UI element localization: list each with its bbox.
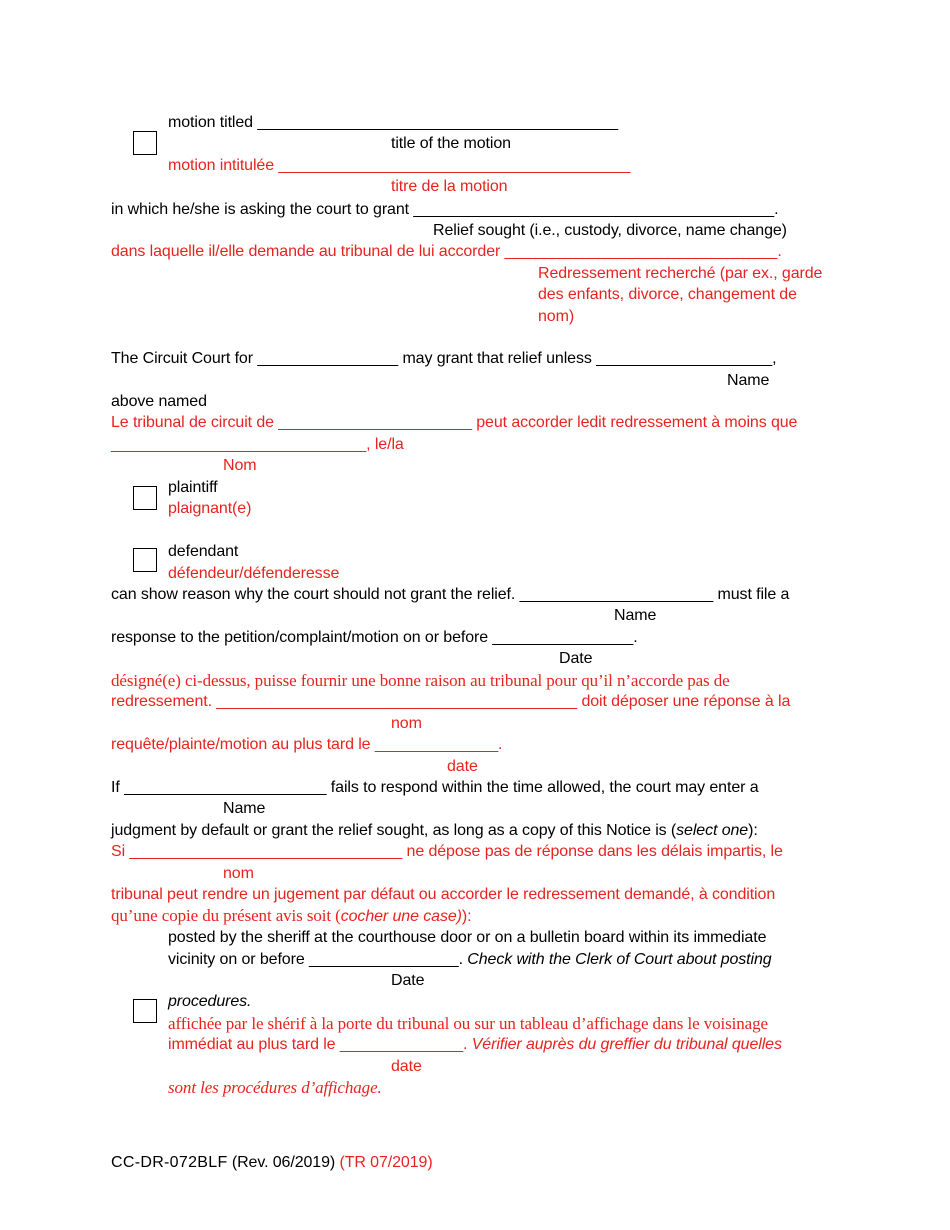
posting-line-en-2 bbox=[168, 950, 772, 970]
motion-title-blank[interactable]: _________________________________________ bbox=[257, 114, 619, 131]
circuit-line-fr bbox=[111, 413, 797, 433]
relief-caption-fr-1: Redressement recherché (par ex., garde bbox=[538, 265, 823, 282]
posting-procedures-fr: sont les procédures d’affichage. bbox=[168, 1078, 382, 1097]
reason-name-caption: Name bbox=[614, 607, 657, 624]
relief-line-en bbox=[111, 200, 778, 220]
relief-caption-en: Relief sought (i.e., custody, divorce, name change) bbox=[433, 222, 787, 239]
form-id: CC-DR-072BLF bbox=[111, 1154, 228, 1171]
motion-line-en bbox=[168, 113, 618, 133]
relief-blank[interactable]: _________________________________________. bbox=[413, 201, 779, 218]
failure-name-caption: Name bbox=[223, 800, 266, 817]
failure-name-blank[interactable]: _______________________ bbox=[124, 779, 327, 796]
failure-name-blank-fr[interactable]: _______________________________ bbox=[129, 843, 403, 860]
circuit-name-caption: Name bbox=[727, 372, 770, 389]
posting-label: vicinity on or before bbox=[168, 951, 305, 968]
response-label: response to the petition/complaint/motion on or before bbox=[111, 629, 489, 646]
motion-title-blank-fr[interactable]: ________________________________________ bbox=[278, 157, 631, 174]
form-translation-date: (TR 07/2019) bbox=[339, 1154, 433, 1171]
relief-blank-fr[interactable]: _______________________________. bbox=[504, 243, 782, 260]
circuit-label-fr: Le tribunal de circuit de bbox=[111, 414, 274, 431]
plaintiff-label-fr: plaignant(e) bbox=[168, 500, 252, 517]
reason-name-blank-fr[interactable]: _________________________________________ bbox=[216, 693, 578, 710]
posting-check-note-fr: Vérifier auprès du greffier du tribunal quelles bbox=[471, 1036, 782, 1053]
motion-caption-en: title of the motion bbox=[391, 135, 511, 152]
response-label-fr: requête/plainte/motion au plus tard le bbox=[111, 736, 371, 753]
reason-label-fr: redressement. bbox=[111, 693, 212, 710]
failure-if: If bbox=[111, 779, 120, 796]
response-date-caption: Date bbox=[559, 650, 593, 667]
judgment-label: judgment by default or grant the relief sought, as long as a copy of this Notice is ( bbox=[111, 822, 677, 839]
posting-date-caption-fr: date bbox=[391, 1058, 422, 1075]
failure-line-en bbox=[111, 778, 759, 798]
circuit-line-en bbox=[111, 349, 776, 369]
relief-caption-fr-2: des enfants, divorce, changement de bbox=[538, 286, 797, 303]
circuit-above-named: above named bbox=[111, 393, 207, 410]
relief-label: in which he/she is asking the court to grant bbox=[111, 201, 409, 218]
failure-label-fr: ne dépose pas de réponse dans les délais impartis, le bbox=[406, 843, 783, 860]
posting-line-en-1: posted by the sheriff at the courthouse door or on a bulletin board within its immediate bbox=[168, 929, 767, 946]
motion-caption-fr: titre de la motion bbox=[391, 178, 508, 195]
plaintiff-checkbox[interactable] bbox=[133, 486, 157, 510]
plaintiff-label: plaintiff bbox=[168, 479, 218, 496]
circuit-county-blank-fr[interactable]: ______________________ bbox=[278, 414, 472, 431]
failure-si: Si bbox=[111, 843, 126, 860]
failure-label: fails to respond within the time allowed, the court may enter a bbox=[330, 779, 759, 796]
circuit-name-blank-fr[interactable]: _____________________________, le/la bbox=[111, 436, 404, 453]
reason-line-fr-1: désigné(e) ci-dessus, puisse fournir une bonne raison au tribunal pour qu’il n’accorde pas de bbox=[111, 671, 730, 690]
reason-label-fr-2: doit déposer une réponse à la bbox=[581, 693, 791, 710]
motion-line-fr bbox=[168, 156, 630, 176]
circuit-label-2: may grant that relief unless bbox=[402, 350, 592, 367]
motion-checkbox[interactable] bbox=[133, 131, 157, 155]
relief-line-fr bbox=[111, 242, 782, 262]
defendant-label: defendant bbox=[168, 543, 239, 560]
circuit-nom-caption: Nom bbox=[223, 457, 257, 474]
reason-nom-caption: nom bbox=[391, 715, 422, 732]
posting-date-blank[interactable]: _________________. bbox=[309, 951, 463, 968]
circuit-name-blank[interactable]: ____________________, bbox=[596, 350, 777, 367]
response-date-blank[interactable]: ________________. bbox=[492, 629, 638, 646]
response-line-en bbox=[111, 628, 638, 648]
circuit-label-fr-2: peut accorder ledit redressement à moins que bbox=[476, 414, 798, 431]
relief-caption-fr-3: nom) bbox=[538, 308, 575, 325]
select-one-note: select one bbox=[676, 822, 749, 839]
response-line-fr bbox=[111, 735, 502, 755]
posting-check-note: Check with the Clerk of Court about posting bbox=[467, 951, 772, 968]
posting-date-blank-fr[interactable]: ______________. bbox=[339, 1036, 468, 1053]
reason-label-2: must file a bbox=[717, 586, 790, 603]
posting-checkbox[interactable] bbox=[133, 999, 157, 1023]
reason-name-blank[interactable]: ______________________ bbox=[519, 586, 714, 603]
posting-line-fr-2 bbox=[168, 1035, 782, 1055]
defendant-label-fr: défendeur/défenderesse bbox=[168, 565, 340, 582]
posting-date-caption: Date bbox=[391, 972, 425, 989]
judgment-line-en bbox=[111, 821, 758, 841]
posting-line-fr-1: affichée par le shérif à la porte du tribunal ou sur un tableau d’affichage dans le voisinage bbox=[168, 1014, 768, 1033]
defendant-checkbox[interactable] bbox=[133, 548, 157, 572]
reason-line-en bbox=[111, 585, 789, 605]
failure-line-fr bbox=[111, 842, 783, 862]
response-date-caption-fr: date bbox=[447, 758, 478, 775]
form-revision: (Rev. 06/2019) bbox=[231, 1154, 336, 1171]
failure-nom-caption: nom bbox=[223, 865, 254, 882]
motion-label: motion titled bbox=[168, 114, 253, 131]
cocher-note: cocher une case) bbox=[340, 908, 462, 925]
circuit-county-blank[interactable]: ________________ bbox=[257, 350, 399, 367]
motion-label-fr: motion intitulée bbox=[168, 157, 275, 174]
circuit-label: The Circuit Court for bbox=[111, 350, 253, 367]
posting-label-fr: immédiat au plus tard le bbox=[168, 1036, 336, 1053]
reason-label: can show reason why the court should not grant the relief. bbox=[111, 586, 516, 603]
relief-label-fr: dans laquelle il/elle demande au tribunal de lui accorder bbox=[111, 243, 501, 260]
copy-label-fr: qu’une copie du présent avis soit ( bbox=[111, 906, 341, 925]
response-date-blank-fr[interactable]: ______________. bbox=[374, 736, 503, 753]
judgment-line-fr: tribunal peut rendre un jugement par défaut ou accorder le redressement demandé, à condition bbox=[111, 886, 776, 903]
judgment-line-fr-2 bbox=[111, 906, 471, 927]
posting-procedures: procedures. bbox=[168, 993, 252, 1010]
reason-line-fr-2 bbox=[111, 692, 790, 712]
copy-label-fr-end: ): bbox=[461, 908, 472, 925]
footer bbox=[111, 1153, 433, 1173]
judgment-label-end: ): bbox=[748, 822, 758, 839]
